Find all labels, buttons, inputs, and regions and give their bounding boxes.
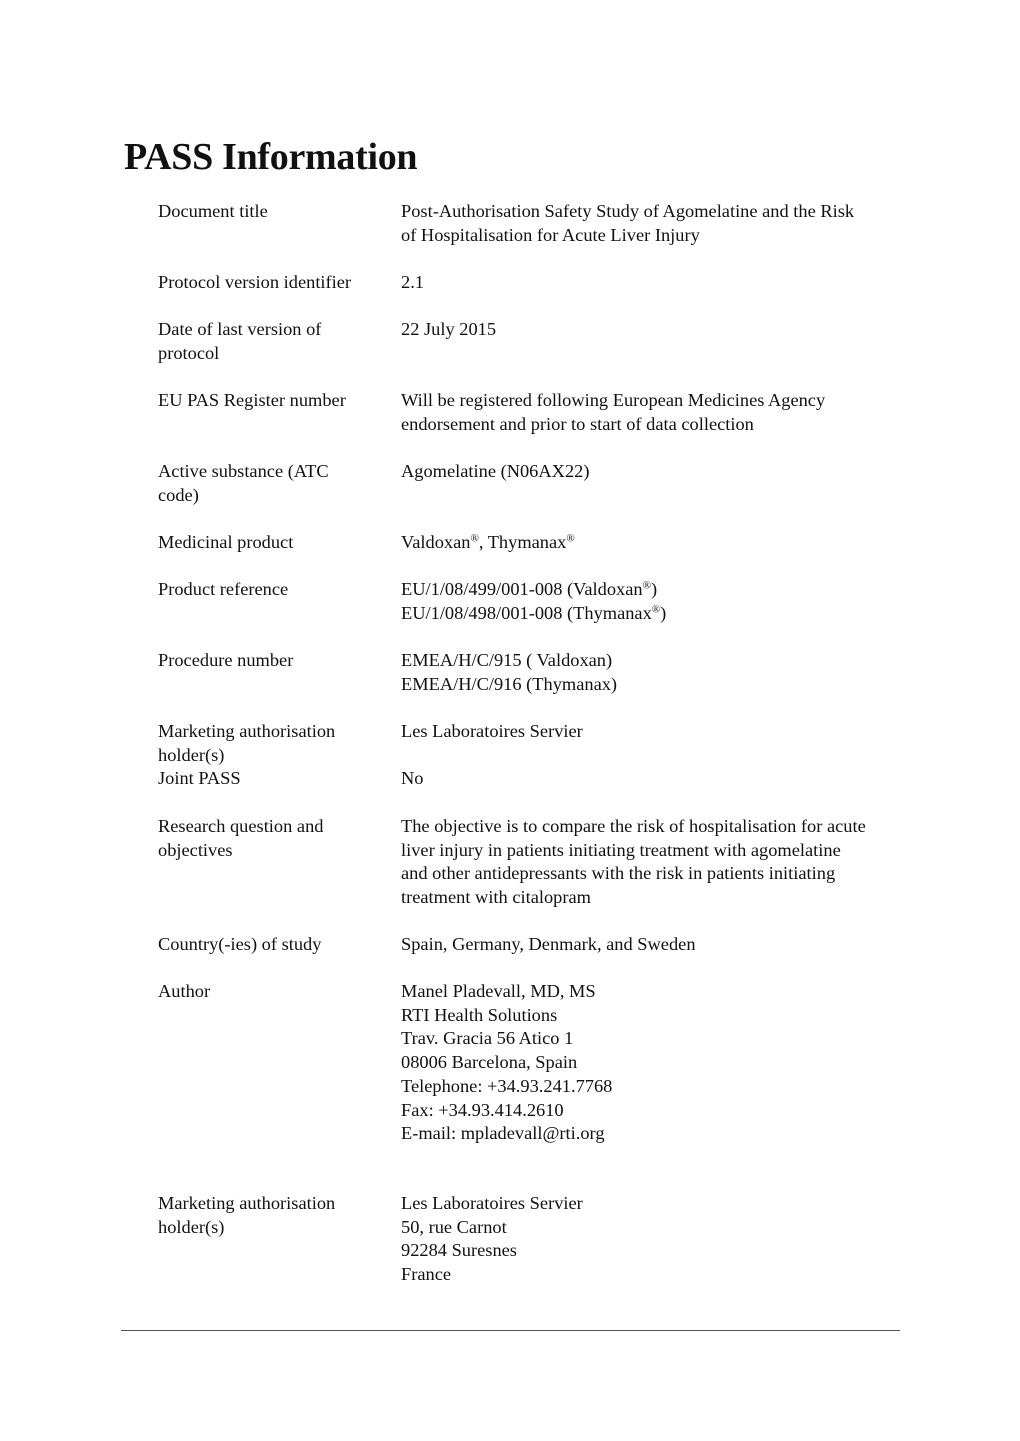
active-substance-value: Agomelatine (N06AX22) [401, 461, 590, 481]
eu-pas-register-label: EU PAS Register number [158, 390, 346, 410]
date-last-version-value: 22 July 2015 [401, 319, 497, 339]
product-reference-label: Product reference [158, 579, 289, 599]
protocol-version-label: Protocol version identifier [158, 272, 352, 292]
author-label: Author [158, 981, 211, 1001]
medicinal-product-label: Medicinal product [158, 532, 294, 552]
product-reference-value: EU/1/08/499/001-008 (Valdoxan®) EU/1/08/498/001-008 (Thymanax®) [401, 579, 667, 623]
research-question-label: Research question and objectives [158, 816, 324, 860]
registered-mark: ® [642, 579, 651, 592]
mah-value: Les Laboratoires Servier [401, 721, 583, 741]
active-substance-label: Active substance (ATC code) [158, 461, 329, 505]
procedure-number-value: EMEA/H/C/915 ( Valdoxan) EMEA/H/C/916 (Thymanax) [401, 650, 618, 694]
footer-divider [121, 1330, 900, 1331]
research-question-value: The objective is to compare the risk of hospitalisation for acute liver injury in patients initiating treatment with agomelatine and other antidepressants with the risk in patients initiating treatment with citalopram [401, 816, 866, 908]
document-title-value: Post-Authorisation Safety Study of Agomelatine and the Risk of Hospitalisation for Acute Liver Injury [401, 201, 855, 245]
registered-mark: ® [566, 532, 575, 545]
registered-mark: ® [470, 532, 479, 545]
joint-pass-label: Joint PASS [158, 768, 241, 788]
mah-label: Marketing authorisation holder(s) [158, 721, 336, 765]
protocol-version-value: 2.1 [401, 272, 424, 292]
mah-address-value: Les Laboratoires Servier 50, rue Carnot 92284 Suresnes France [401, 1193, 583, 1285]
registered-mark: ® [651, 603, 661, 616]
mah-address-label: Marketing authorisation holder(s) [158, 1193, 336, 1237]
author-value: Manel Pladevall, MD, MS RTI Health Solutions Trav. Gracia 56 Atico 1 08006 Barcelona, Spain Telephone: +34.93.241.7768 Fax: +34.93.414.2610 E-mail: mpladevall@rti.org [401, 981, 613, 1144]
procedure-number-label: Procedure number [158, 650, 294, 670]
page-title: PASS Information [124, 136, 418, 178]
joint-pass-value: No [401, 768, 424, 788]
countries-label: Country(-ies) of study [158, 934, 322, 954]
medicinal-product-value: Valdoxan®, Thymanax® [401, 532, 575, 552]
document-title-label: Document title [158, 201, 268, 221]
eu-pas-register-value: Will be registered following European Medicines Agency endorsement and prior to start of data collection [401, 390, 826, 434]
date-last-version-label: Date of last version of protocol [158, 319, 322, 363]
countries-value: Spain, Germany, Denmark, and Sweden [401, 934, 696, 954]
